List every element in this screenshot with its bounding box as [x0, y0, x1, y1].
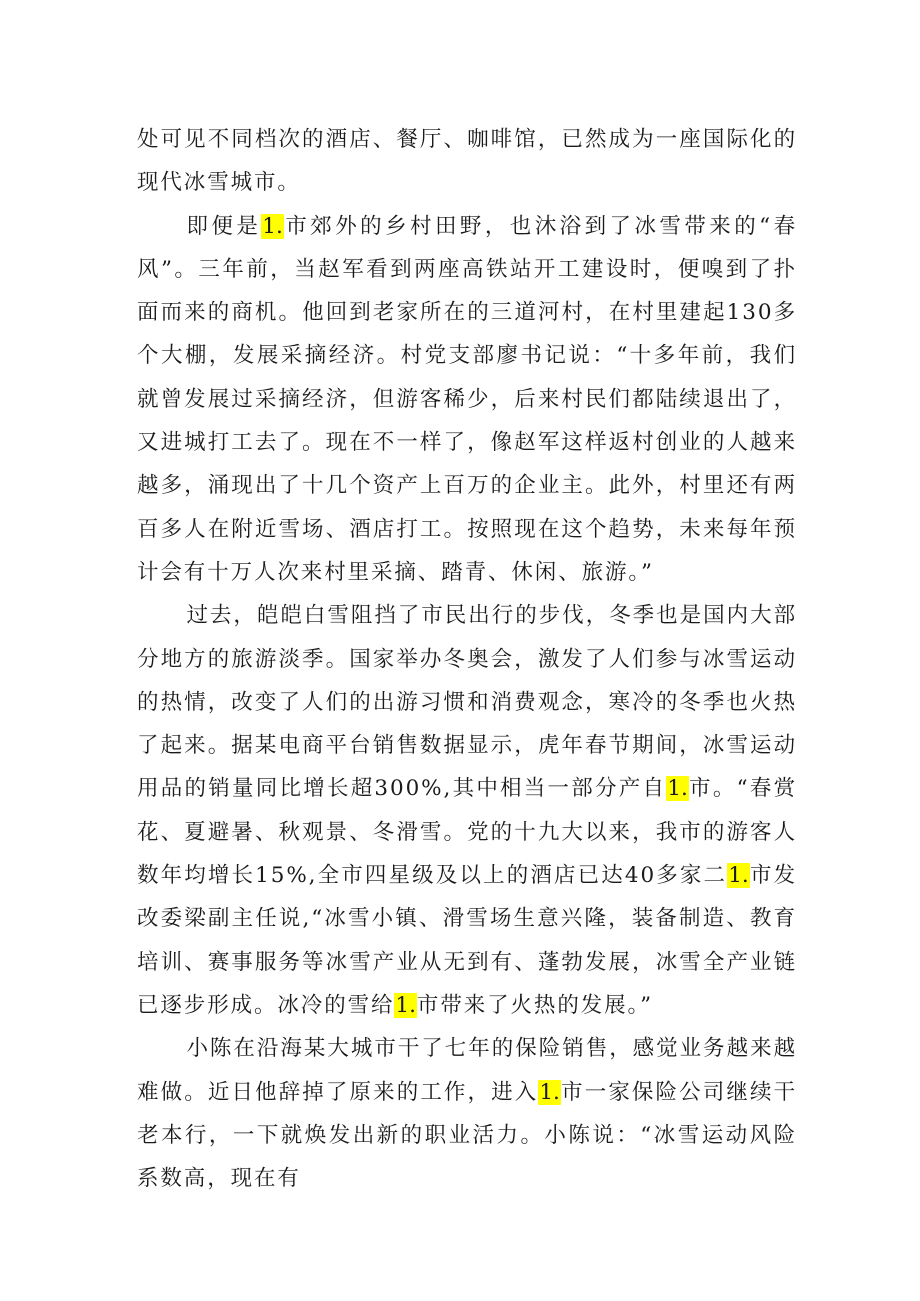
paragraph-text: 市一家保险公司继续干老本行，一下就焕发出新的职业活力。小陈说：“冰雪运动风险系数高，现在有	[137, 1079, 797, 1192]
highlighted-placeholder: 1.	[539, 1079, 560, 1105]
highlighted-placeholder: 1.	[667, 776, 688, 802]
paragraph-text: 小陈在沿海某大城市干了七年的保险销售，感觉业务越来越难做。近日他辞掉了原来的工作，进入	[137, 1036, 797, 1105]
paragraph-text: 市郊外的乡村田野，也沐浴到了冰雪带来的“春风”。三年前，当赵军看到两座高铁站开工建设时，便嗅到了扑面而来的商机。他回到老家所在的三道河村，在村里建起130多个大棚，发展采摘经济。村党支部廖书记说：“十多年前，我们就曾发展过采摘经济，但游客稀少，后来村民们都陆续退出了，又进城打工去了。现在不一样了，像赵军这样返村创业的人越来越多，涌现出了十几个资产上百万的企业主。此外，村里还有两百多人在附近雪场、酒店打工。按照现在这个趋势，未来每年预计会有十万人次来村里采摘、踏青、休闲、旅游。”	[137, 213, 797, 585]
paragraph-text: 处可见不同档次的酒店、餐厅、咖啡馆，已然成为一座国际化的现代冰雪城市。	[137, 127, 797, 196]
highlighted-placeholder: 1.	[262, 213, 283, 239]
paragraph-text: 市带来了火热的发展。”	[416, 992, 654, 1018]
highlighted-placeholder: 1.	[395, 992, 416, 1018]
document-body	[137, 118, 797, 1200]
paragraph	[137, 1027, 797, 1200]
paragraph-text: 即便是	[186, 213, 262, 239]
highlighted-placeholder: 1.	[728, 863, 749, 889]
paragraph	[137, 118, 797, 205]
paragraph-text: 市发改委梁副主任说,“冰雪小镇、滑雪场生意兴隆，装备制造、教育培训、赛事服务等冰雪产业从无到有、蓬勃发展，冰雪全产业链已逐步形成。冰冷的雪给	[137, 863, 797, 1018]
paragraph	[137, 205, 797, 595]
paragraph	[137, 594, 797, 1027]
paragraph-text: 市。“春赏花、夏避暑、秋观景、冬滑雪。党的十九大以来，我市的游客人数年均增长15%,全市四星级及以上的酒店已达40多家二	[137, 776, 797, 889]
paragraph-text: 过去，皑皑白雪阻挡了市民出行的步伐，冬季也是国内大部分地方的旅游淡季。国家举办冬奥会，激发了人们参与冰雪运动的热情，改变了人们的出游习惯和消费观念，寒冷的冬季也火热了起来。据某电商平台销售数据显示，虎年春节期间，冰雪运动用品的销量同比增长超300%,其中相当一部分产自	[137, 603, 797, 802]
